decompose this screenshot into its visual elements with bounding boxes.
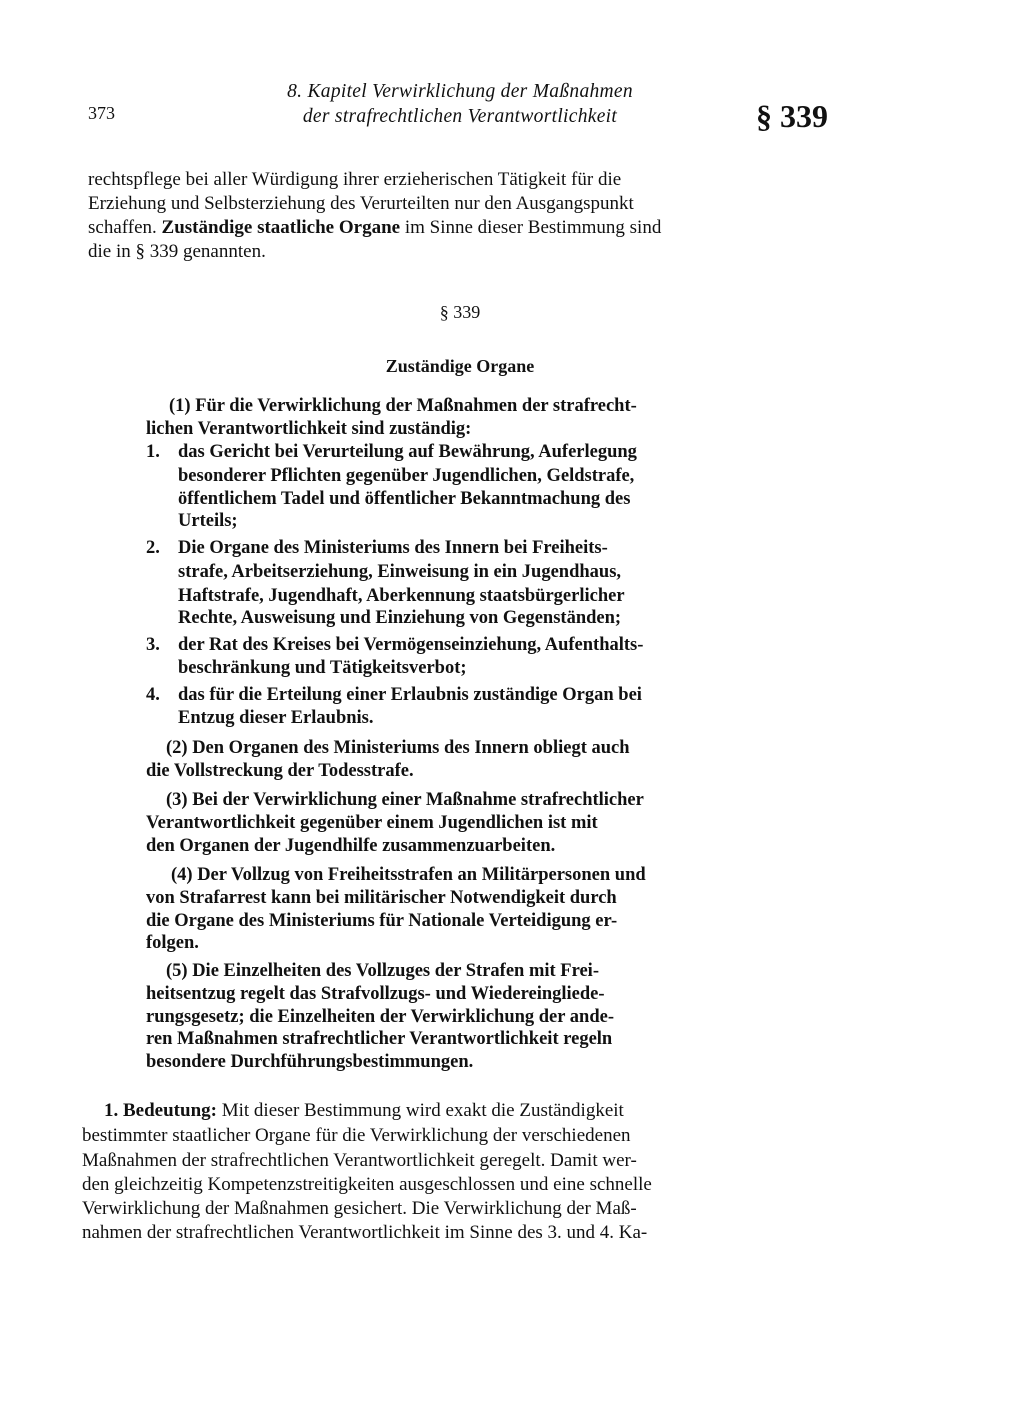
law-paragraph-line: (5) Die Einzelheiten des Vollzuges der Strafen mit Frei- — [166, 961, 599, 981]
running-head-line: der strafrechtlichen Verantwortlichkeit — [302, 106, 618, 127]
law-paragraph-line: von Strafarrest kann bei militärischer Notwendigkeit durch — [146, 888, 617, 908]
list-item-line: beschränkung und Tätigkeitsverbot; — [178, 658, 467, 678]
law-paragraph-line: (3) Bei der Verwirklichung einer Maßnahme strafrechtlicher — [166, 790, 644, 810]
law-paragraph-line: folgen. — [146, 933, 199, 953]
intro-text: im Sinne dieser Bestimmung sind — [400, 217, 662, 238]
law-paragraph-line: lichen Verantwortlichkeit sind zuständig: — [146, 419, 472, 439]
commentary-line: Verwirklichung der Maßnahmen gesichert. Die Verwirklichung der Maß- — [82, 1198, 637, 1219]
page-number: 373 — [88, 103, 115, 123]
law-paragraph-line: Verantwortlichkeit gegenüber einem Jugendlichen ist mit — [146, 813, 598, 833]
law-paragraph-line: den Organen der Jugendhilfe zusammenzuarbeiten. — [146, 836, 556, 856]
commentary-line: bestimmter staatlicher Organe für die Verwirklichung der verschiedenen — [82, 1125, 631, 1146]
intro-text: schaffen. — [88, 217, 162, 238]
commentary-line — [104, 1099, 624, 1123]
intro-line: die in § 339 genannten. — [88, 241, 266, 262]
list-number: 2. — [146, 538, 160, 558]
list-item-line: Haftstrafe, Jugendhaft, Aberkennung staatsbürgerlicher — [178, 586, 625, 606]
list-item-line: das Gericht bei Verurteilung auf Bewährung, Auferlegung — [178, 442, 637, 462]
commentary-text: Mit dieser Bestimmung wird exakt die Zuständigkeit — [216, 1100, 624, 1121]
intro-line — [88, 216, 661, 240]
commentary-line: den gleichzeitig Kompetenzstreitigkeiten ausgeschlossen und eine schnelle — [82, 1174, 652, 1195]
running-head — [225, 79, 695, 129]
running-head-line: 8. Kapitel Verwirklichung der Maßnahmen — [287, 81, 633, 102]
law-paragraph-line: die Organe des Ministeriums für Nationale Verteidigung er- — [146, 911, 618, 931]
intro-bold-term: Zuständige staatliche Organe — [161, 217, 401, 238]
list-item-line: der Rat des Kreises bei Vermögenseinziehung, Aufenthalts- — [178, 635, 644, 655]
section-number: § 339 — [439, 302, 481, 322]
section-title: Zuständige Organe — [385, 356, 535, 376]
list-item-line: öffentlichem Tadel und öffentlicher Bekanntmachung des — [178, 489, 631, 509]
list-number: 1. — [146, 442, 160, 462]
law-paragraph-line: (4) Der Vollzug von Freiheitsstrafen an Militärpersonen und — [171, 865, 646, 885]
list-item-line: strafe, Arbeitserziehung, Einweisung in ein Jugendhaus, — [178, 562, 622, 582]
list-item-line: Urteils; — [178, 511, 238, 531]
law-paragraph-line: rungsgesetz; die Einzelheiten der Verwirklichung der ande- — [146, 1007, 614, 1027]
list-item-line: Rechte, Ausweisung und Einziehung von Gegenständen; — [178, 608, 622, 628]
law-paragraph-line: (2) Den Organen des Ministeriums des Innern obliegt auch — [166, 738, 630, 758]
list-item-line: Entzug dieser Erlaubnis. — [178, 708, 374, 728]
list-item-line: Die Organe des Ministeriums des Innern bei Freiheits- — [178, 538, 608, 558]
list-number: 4. — [146, 685, 160, 705]
list-item-line: besonderer Pflichten gegenüber Jugendlichen, Geldstrafe, — [178, 466, 635, 486]
law-paragraph-line: die Vollstreckung der Todesstrafe. — [146, 761, 414, 781]
section-mark: § 339 — [756, 98, 828, 134]
commentary-line: nahmen der strafrechtlichen Verantwortlichkeit im Sinne des 3. und 4. Ka- — [82, 1222, 648, 1243]
commentary-heading: 1. Bedeutung: — [104, 1100, 217, 1121]
law-paragraph-line: besondere Durchführungsbestimmungen. — [146, 1052, 474, 1072]
commentary-line: Maßnahmen der strafrechtlichen Verantwortlichkeit geregelt. Damit wer- — [82, 1150, 637, 1171]
list-number: 3. — [146, 635, 160, 655]
law-paragraph-line: ren Maßnahmen strafrechtlicher Verantwortlichkeit regeln — [146, 1029, 613, 1049]
list-item-line: das für die Erteilung einer Erlaubnis zuständige Organ bei — [178, 685, 642, 705]
law-paragraph-line: (1) Für die Verwirklichung der Maßnahmen der strafrecht- — [169, 396, 637, 416]
intro-line: rechtspflege bei aller Würdigung ihrer erzieherischen Tätigkeit für die — [88, 169, 622, 190]
law-paragraph-line: heitsentzug regelt das Strafvollzugs- und Wiedereingliede- — [146, 984, 605, 1004]
intro-line: Erziehung und Selbsterziehung des Verurteilten nur den Ausgangspunkt — [88, 193, 634, 214]
